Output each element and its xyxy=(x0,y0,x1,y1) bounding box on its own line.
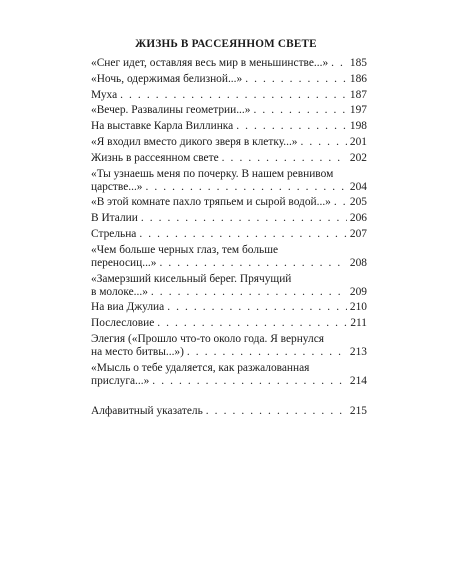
dot-leader xyxy=(222,152,347,165)
page-number: 187 xyxy=(349,88,367,101)
toc-entry-line xyxy=(91,317,367,330)
toc-entry xyxy=(91,73,367,86)
toc-title-line: «Я входил вместо дикого зверя в клетку...» xyxy=(91,135,298,148)
dot-leader xyxy=(187,346,347,359)
toc-title-line: «Ты узнаешь меня по почерку. В нашем ревнивом xyxy=(91,167,334,180)
toc-title-line: «В этой комнате пахло тряпьем и сырой водой...» xyxy=(91,196,331,209)
page-number: 214 xyxy=(349,374,367,387)
toc-title-line: Элегия («Прошло что-то около года. Я вернулся xyxy=(91,332,324,345)
dot-leader xyxy=(206,405,347,418)
toc-entry-line xyxy=(91,375,367,388)
dot-leader xyxy=(139,228,347,241)
page-number: 206 xyxy=(349,212,367,225)
toc-entry-line xyxy=(91,286,367,299)
toc-entry xyxy=(91,57,367,70)
toc-title-line: Стрельна xyxy=(91,227,137,240)
toc-entry xyxy=(91,104,367,117)
page-number: 201 xyxy=(349,135,367,148)
toc-title-line: «Вечер. Развалины геометрии...» xyxy=(91,104,251,117)
toc-entry-line xyxy=(91,346,367,359)
toc-entry-line xyxy=(91,196,367,209)
page-number: 209 xyxy=(349,285,367,298)
page-number: 215 xyxy=(349,404,367,417)
toc-title-line: «Снег идет, оставляя весь мир в меньшинстве...» xyxy=(91,57,329,69)
toc-title-line: «Мысль о тебе удаляется, как разжалованная xyxy=(91,361,310,374)
toc-entry-line xyxy=(91,212,367,225)
table-of-contents xyxy=(91,57,367,420)
toc-title-line: Послесловие xyxy=(91,317,155,330)
toc-title-line: прислуга...» xyxy=(91,374,150,387)
page-number: 208 xyxy=(349,256,367,269)
toc-entry xyxy=(91,273,367,299)
toc-entry xyxy=(91,120,367,133)
toc-entry-line xyxy=(91,152,367,165)
toc-title-line: На выставке Карла Виллинка xyxy=(91,120,234,133)
toc-entry xyxy=(91,89,367,102)
toc-title-line: В Италии xyxy=(91,212,138,225)
page-number: 204 xyxy=(349,180,367,193)
toc-entry xyxy=(91,136,367,149)
toc-title-line: «Замерзший кисельный берег. Прячущий xyxy=(91,272,292,285)
toc-entry xyxy=(91,333,367,359)
toc-title-line: Муха xyxy=(91,88,118,101)
dot-leader xyxy=(151,286,347,299)
toc-entry xyxy=(91,301,367,314)
toc-entry xyxy=(91,196,367,209)
page-number: 185 xyxy=(349,57,367,69)
toc-title-line: царстве...» xyxy=(91,180,143,193)
dot-leader xyxy=(167,301,347,314)
toc-entry-line xyxy=(91,301,367,314)
toc-entry-line xyxy=(91,136,367,149)
toc-entry xyxy=(91,152,367,165)
toc-title-line: Алфавитный указатель xyxy=(91,404,203,417)
toc-entry-line xyxy=(91,73,367,86)
toc-title-line: «Ночь, одержимая белизной...» xyxy=(91,72,243,85)
dot-leader xyxy=(146,181,347,194)
toc-title-line: в молоке...» xyxy=(91,285,148,298)
dot-leader xyxy=(301,136,347,149)
page-number: 198 xyxy=(349,120,367,133)
spacer xyxy=(91,391,367,405)
toc-title-line: На виа Джулиа xyxy=(91,301,165,314)
toc-entry-line xyxy=(91,57,367,70)
dot-leader xyxy=(253,104,346,117)
page-number: 210 xyxy=(349,301,367,314)
page-number: 207 xyxy=(349,227,367,240)
toc-title-line: «Чем больше черных глаз, тем больше xyxy=(91,243,279,256)
toc-entry-line xyxy=(91,104,367,117)
toc-entry xyxy=(91,317,367,330)
toc-entry-line xyxy=(91,181,367,194)
toc-entry-line xyxy=(91,405,367,418)
dot-leader xyxy=(245,73,347,86)
page-number: 213 xyxy=(349,345,367,358)
toc-entry-index xyxy=(91,405,367,418)
dot-leader xyxy=(331,57,347,70)
dot-leader xyxy=(141,212,347,225)
toc-entry-line xyxy=(91,120,367,133)
dot-leader xyxy=(157,317,347,330)
page-number: 205 xyxy=(349,196,367,209)
page-number: 211 xyxy=(350,317,367,330)
page-number: 197 xyxy=(349,104,367,117)
dot-leader xyxy=(120,89,347,102)
page-number: 202 xyxy=(349,151,367,164)
dot-leader xyxy=(334,196,347,209)
toc-title-line: Жизнь в рассеянном свете xyxy=(91,151,219,164)
toc-entry xyxy=(91,212,367,225)
page-number: 186 xyxy=(349,72,367,85)
toc-entry xyxy=(91,362,367,388)
toc-entry xyxy=(91,244,367,270)
dot-leader xyxy=(236,120,347,133)
toc-entry-line xyxy=(91,228,367,241)
toc-title-line: на место битвы...») xyxy=(91,345,184,358)
toc-entry xyxy=(91,228,367,241)
toc-title-line: переносиц...» xyxy=(91,256,157,269)
toc-entry-line xyxy=(91,89,367,102)
dot-leader xyxy=(159,257,346,270)
section-title: ЖИЗНЬ В РАССЕЯННОМ СВЕТЕ xyxy=(135,38,317,50)
dot-leader xyxy=(152,375,347,388)
toc-entry xyxy=(91,168,367,194)
toc-entry-line xyxy=(91,257,367,270)
